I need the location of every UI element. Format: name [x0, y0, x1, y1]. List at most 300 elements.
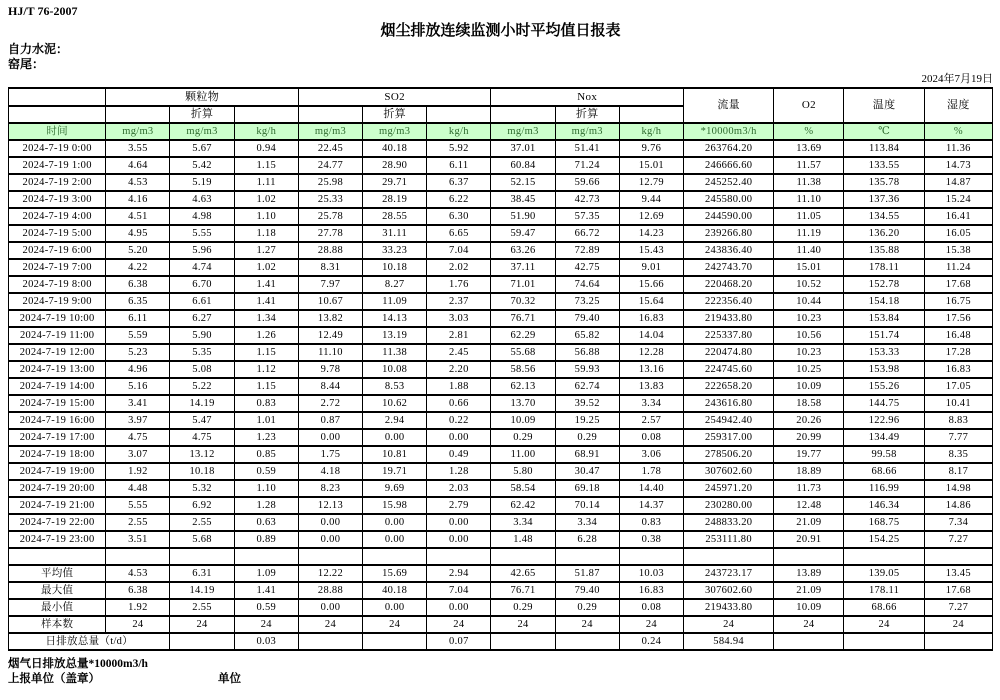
value-cell: 62.74 — [555, 378, 619, 395]
value-cell: 5.32 — [170, 480, 234, 497]
value-cell: 8.31 — [298, 259, 362, 276]
value-cell: 0.94 — [234, 140, 298, 157]
value-cell: 18.89 — [774, 463, 844, 480]
value-cell: 3.97 — [106, 412, 170, 429]
value-cell: 11.73 — [774, 480, 844, 497]
footer-signature-line — [8, 672, 993, 687]
value-cell: 1.76 — [427, 276, 491, 293]
value-cell: 4.96 — [106, 361, 170, 378]
empty-cell — [844, 548, 924, 565]
value-cell: 68.66 — [844, 599, 924, 616]
time-cell: 2024-7-19 0:00 — [9, 140, 106, 157]
time-cell: 2024-7-19 18:00 — [9, 446, 106, 463]
value-cell: 30.47 — [555, 463, 619, 480]
col-o2: O2 — [774, 88, 844, 123]
time-cell: 2024-7-19 15:00 — [9, 395, 106, 412]
value-cell: 20.26 — [774, 412, 844, 429]
blank-cell — [427, 106, 491, 123]
value-cell: 6.11 — [106, 310, 170, 327]
table-row — [9, 497, 993, 514]
table-row — [9, 480, 993, 497]
value-cell: 139.05 — [844, 565, 924, 582]
value-cell: 51.90 — [491, 208, 555, 225]
value-cell: 37.11 — [491, 259, 555, 276]
value-cell: 14.04 — [619, 327, 683, 344]
value-cell: 9.78 — [298, 361, 362, 378]
value-cell: 6.27 — [170, 310, 234, 327]
value-cell: 17.56 — [924, 310, 992, 327]
value-cell — [924, 633, 992, 650]
value-cell: 9.69 — [363, 480, 427, 497]
value-cell: 99.58 — [844, 446, 924, 463]
unit-cell: mg/m3 — [363, 123, 427, 140]
value-cell: 307602.60 — [684, 582, 774, 599]
value-cell: 0.85 — [234, 446, 298, 463]
value-cell: 4.64 — [106, 157, 170, 174]
company-name: 自力水泥： — [8, 42, 69, 56]
value-cell: 1.02 — [234, 259, 298, 276]
value-cell: 243836.40 — [684, 242, 774, 259]
value-cell: 12.49 — [298, 327, 362, 344]
time-cell: 2024-7-19 6:00 — [9, 242, 106, 259]
value-cell: 20.99 — [774, 429, 844, 446]
value-cell: 2.20 — [427, 361, 491, 378]
daily-total-label: 日排放总量（t/d） — [9, 633, 170, 650]
value-cell: 13.19 — [363, 327, 427, 344]
value-cell: 24 — [106, 616, 170, 633]
table-row — [9, 208, 993, 225]
value-cell: 152.78 — [844, 276, 924, 293]
value-cell: 220474.80 — [684, 344, 774, 361]
value-cell: 2.72 — [298, 395, 362, 412]
value-cell: 79.40 — [555, 582, 619, 599]
summary-row — [9, 616, 993, 633]
value-cell: 1.28 — [427, 463, 491, 480]
report-title: 烟尘排放连续监测小时平均值日报表 — [380, 23, 621, 39]
value-cell: 3.34 — [555, 514, 619, 531]
value-cell: 25.78 — [298, 208, 362, 225]
value-cell: 1.23 — [234, 429, 298, 446]
empty-cell — [924, 548, 992, 565]
col-group-so2: SO2 — [298, 88, 491, 106]
summary-label: 平均值 — [9, 565, 106, 582]
time-cell: 2024-7-19 5:00 — [9, 225, 106, 242]
value-cell: 8.27 — [363, 276, 427, 293]
value-cell: 14.87 — [924, 174, 992, 191]
value-cell: 136.20 — [844, 225, 924, 242]
value-cell: 14.37 — [619, 497, 683, 514]
value-cell: 28.90 — [363, 157, 427, 174]
value-cell: 8.53 — [363, 378, 427, 395]
value-cell: 16.41 — [924, 208, 992, 225]
value-cell: 73.25 — [555, 293, 619, 310]
value-cell: 72.89 — [555, 242, 619, 259]
value-cell: 0.24 — [619, 633, 683, 650]
value-cell: 113.84 — [844, 140, 924, 157]
value-cell: 24 — [684, 616, 774, 633]
time-cell: 2024-7-19 20:00 — [9, 480, 106, 497]
value-cell: 62.13 — [491, 378, 555, 395]
value-cell: 22.45 — [298, 140, 362, 157]
value-cell: 1.02 — [234, 191, 298, 208]
value-cell: 1.12 — [234, 361, 298, 378]
value-cell: 10.56 — [774, 327, 844, 344]
value-cell: 15.01 — [774, 259, 844, 276]
value-cell: 24 — [924, 616, 992, 633]
value-cell: 5.20 — [106, 242, 170, 259]
value-cell: 10.23 — [774, 344, 844, 361]
value-cell: 52.15 — [491, 174, 555, 191]
value-cell: 5.68 — [170, 531, 234, 548]
value-cell: 10.62 — [363, 395, 427, 412]
value-cell: 0.29 — [555, 599, 619, 616]
value-cell: 12.28 — [619, 344, 683, 361]
value-cell: 24 — [491, 616, 555, 633]
unit-label: 单位 — [218, 673, 241, 685]
value-cell: 155.26 — [844, 378, 924, 395]
value-cell: 116.99 — [844, 480, 924, 497]
value-cell: 0.49 — [427, 446, 491, 463]
converted-label-pm: 折算 — [170, 106, 234, 123]
value-cell: 225337.80 — [684, 327, 774, 344]
value-cell: 4.18 — [298, 463, 362, 480]
value-cell: 28.55 — [363, 208, 427, 225]
value-cell: 5.90 — [170, 327, 234, 344]
value-cell: 17.68 — [924, 582, 992, 599]
value-cell: 9.76 — [619, 140, 683, 157]
value-cell: 222356.40 — [684, 293, 774, 310]
converted-label-so2: 折算 — [363, 106, 427, 123]
value-cell: 263764.20 — [684, 140, 774, 157]
value-cell: 5.55 — [106, 497, 170, 514]
value-cell: 245971.20 — [684, 480, 774, 497]
value-cell: 15.98 — [363, 497, 427, 514]
value-cell: 11.19 — [774, 225, 844, 242]
value-cell: 24 — [170, 616, 234, 633]
value-cell: 2.37 — [427, 293, 491, 310]
table-row — [9, 259, 993, 276]
value-cell: 9.44 — [619, 191, 683, 208]
table-row — [9, 395, 993, 412]
value-cell: 24 — [363, 616, 427, 633]
value-cell: 5.16 — [106, 378, 170, 395]
value-cell: 24 — [234, 616, 298, 633]
value-cell: 151.74 — [844, 327, 924, 344]
value-cell: 13.70 — [491, 395, 555, 412]
value-cell: 6.61 — [170, 293, 234, 310]
value-cell: 51.41 — [555, 140, 619, 157]
value-cell: 24 — [774, 616, 844, 633]
blank-cell — [298, 106, 362, 123]
value-cell: 2.94 — [363, 412, 427, 429]
col-flow: 流量 — [684, 88, 774, 123]
value-cell: 15.64 — [619, 293, 683, 310]
empty-cell — [9, 548, 106, 565]
value-cell: 10.52 — [774, 276, 844, 293]
value-cell: 1.92 — [106, 599, 170, 616]
report-date: 2024年7月19日 — [921, 73, 993, 85]
table-row — [9, 242, 993, 259]
unit-cell: *10000m3/h — [684, 123, 774, 140]
time-header-blank — [9, 88, 106, 106]
value-cell: 10.41 — [924, 395, 992, 412]
value-cell: 154.25 — [844, 531, 924, 548]
value-cell: 245252.40 — [684, 174, 774, 191]
value-cell: 19.77 — [774, 446, 844, 463]
value-cell: 11.10 — [298, 344, 362, 361]
table-row — [9, 174, 993, 191]
table-row — [9, 344, 993, 361]
value-cell: 219433.80 — [684, 599, 774, 616]
value-cell: 4.74 — [170, 259, 234, 276]
value-cell: 11.09 — [363, 293, 427, 310]
value-cell: 0.00 — [363, 599, 427, 616]
value-cell: 2.57 — [619, 412, 683, 429]
value-cell: 14.19 — [170, 582, 234, 599]
value-cell: 28.19 — [363, 191, 427, 208]
value-cell: 24 — [619, 616, 683, 633]
value-cell: 15.69 — [363, 565, 427, 582]
value-cell: 42.75 — [555, 259, 619, 276]
value-cell: 71.24 — [555, 157, 619, 174]
value-cell: 7.04 — [427, 582, 491, 599]
value-cell: 4.22 — [106, 259, 170, 276]
table-row — [9, 225, 993, 242]
value-cell: 246666.60 — [684, 157, 774, 174]
empty-cell — [774, 548, 844, 565]
value-cell: 243723.17 — [684, 565, 774, 582]
time-cell: 2024-7-19 4:00 — [9, 208, 106, 225]
value-cell: 0.00 — [427, 514, 491, 531]
time-cell: 2024-7-19 8:00 — [9, 276, 106, 293]
value-cell: 245580.00 — [684, 191, 774, 208]
value-cell: 15.01 — [619, 157, 683, 174]
value-cell: 28.88 — [298, 582, 362, 599]
value-cell — [774, 633, 844, 650]
value-cell: 0.83 — [234, 395, 298, 412]
value-cell: 243616.80 — [684, 395, 774, 412]
value-cell: 0.00 — [363, 514, 427, 531]
value-cell: 6.30 — [427, 208, 491, 225]
time-cell: 2024-7-19 12:00 — [9, 344, 106, 361]
value-cell: 8.35 — [924, 446, 992, 463]
value-cell: 220468.20 — [684, 276, 774, 293]
value-cell: 5.23 — [106, 344, 170, 361]
table-row — [9, 276, 993, 293]
value-cell: 4.75 — [170, 429, 234, 446]
time-cell: 2024-7-19 22:00 — [9, 514, 106, 531]
value-cell: 12.22 — [298, 565, 362, 582]
value-cell: 239266.80 — [684, 225, 774, 242]
value-cell: 6.22 — [427, 191, 491, 208]
value-cell: 6.65 — [427, 225, 491, 242]
col-group-nox: Nox — [491, 88, 684, 106]
value-cell: 19.25 — [555, 412, 619, 429]
value-cell: 70.14 — [555, 497, 619, 514]
value-cell: 0.08 — [619, 599, 683, 616]
value-cell: 153.84 — [844, 310, 924, 327]
value-cell: 76.71 — [491, 310, 555, 327]
value-cell: 10.81 — [363, 446, 427, 463]
unit-cell: mg/m3 — [491, 123, 555, 140]
value-cell: 230280.00 — [684, 497, 774, 514]
value-cell: 0.29 — [491, 599, 555, 616]
value-cell: 4.16 — [106, 191, 170, 208]
value-cell: 1.01 — [234, 412, 298, 429]
value-cell: 76.71 — [491, 582, 555, 599]
value-cell: 154.18 — [844, 293, 924, 310]
value-cell: 56.88 — [555, 344, 619, 361]
table-row — [9, 157, 993, 174]
unit-cell: ℃ — [844, 123, 924, 140]
value-cell: 5.42 — [170, 157, 234, 174]
value-cell: 10.03 — [619, 565, 683, 582]
value-cell: 13.83 — [619, 378, 683, 395]
value-cell: 178.11 — [844, 259, 924, 276]
value-cell: 5.08 — [170, 361, 234, 378]
value-cell: 0.22 — [427, 412, 491, 429]
value-cell: 2.55 — [170, 514, 234, 531]
unit-cell: kg/h — [234, 123, 298, 140]
blank-cell — [106, 106, 170, 123]
value-cell: 21.09 — [774, 582, 844, 599]
value-cell: 3.34 — [619, 395, 683, 412]
value-cell: 4.53 — [106, 174, 170, 191]
value-cell: 25.98 — [298, 174, 362, 191]
value-cell: 62.29 — [491, 327, 555, 344]
monitoring-data-table — [8, 87, 993, 651]
value-cell: 0.07 — [427, 633, 491, 650]
time-cell: 2024-7-19 3:00 — [9, 191, 106, 208]
summary-row — [9, 599, 993, 616]
value-cell: 69.18 — [555, 480, 619, 497]
value-cell: 1.10 — [234, 208, 298, 225]
value-cell: 10.25 — [774, 361, 844, 378]
value-cell — [170, 633, 234, 650]
time-header: 时间 — [9, 123, 106, 140]
value-cell: 6.11 — [427, 157, 491, 174]
value-cell: 20.91 — [774, 531, 844, 548]
value-cell: 135.78 — [844, 174, 924, 191]
empty-cell — [106, 548, 170, 565]
value-cell: 5.35 — [170, 344, 234, 361]
empty-cell — [363, 548, 427, 565]
value-cell: 13.89 — [774, 565, 844, 582]
value-cell: 12.79 — [619, 174, 683, 191]
value-cell: 0.87 — [298, 412, 362, 429]
value-cell: 0.03 — [234, 633, 298, 650]
value-cell: 7.04 — [427, 242, 491, 259]
value-cell: 55.68 — [491, 344, 555, 361]
value-cell: 2.55 — [106, 514, 170, 531]
value-cell: 25.33 — [298, 191, 362, 208]
col-humidity: 湿度 — [924, 88, 992, 123]
time-cell: 2024-7-19 14:00 — [9, 378, 106, 395]
time-cell: 2024-7-19 7:00 — [9, 259, 106, 276]
value-cell: 59.93 — [555, 361, 619, 378]
value-cell: 10.08 — [363, 361, 427, 378]
value-cell: 14.40 — [619, 480, 683, 497]
value-cell: 8.44 — [298, 378, 362, 395]
value-cell: 24.77 — [298, 157, 362, 174]
unit-cell: kg/h — [619, 123, 683, 140]
value-cell: 0.08 — [619, 429, 683, 446]
value-cell: 11.57 — [774, 157, 844, 174]
value-cell: 10.23 — [774, 310, 844, 327]
table-row — [9, 327, 993, 344]
value-cell: 10.18 — [170, 463, 234, 480]
value-cell: 12.69 — [619, 208, 683, 225]
summary-label: 最大值 — [9, 582, 106, 599]
value-cell: 1.41 — [234, 276, 298, 293]
value-cell: 3.07 — [106, 446, 170, 463]
value-cell: 1.75 — [298, 446, 362, 463]
value-cell: 11.00 — [491, 446, 555, 463]
value-cell: 6.92 — [170, 497, 234, 514]
value-cell: 31.11 — [363, 225, 427, 242]
value-cell: 1.92 — [106, 463, 170, 480]
time-cell: 2024-7-19 2:00 — [9, 174, 106, 191]
value-cell: 71.01 — [491, 276, 555, 293]
value-cell: 14.23 — [619, 225, 683, 242]
empty-cell — [170, 548, 234, 565]
value-cell: 13.45 — [924, 565, 992, 582]
value-cell: 17.28 — [924, 344, 992, 361]
value-cell: 2.81 — [427, 327, 491, 344]
value-cell: 134.55 — [844, 208, 924, 225]
value-cell: 144.75 — [844, 395, 924, 412]
blank-cell — [9, 106, 106, 123]
value-cell: 16.83 — [924, 361, 992, 378]
unit-cell: kg/h — [427, 123, 491, 140]
unit-cell: % — [774, 123, 844, 140]
table-row — [9, 412, 993, 429]
value-cell: 28.88 — [298, 242, 362, 259]
value-cell: 5.47 — [170, 412, 234, 429]
value-cell: 29.71 — [363, 174, 427, 191]
converted-label-nox: 折算 — [555, 106, 619, 123]
value-cell: 24 — [427, 616, 491, 633]
value-cell: 1.88 — [427, 378, 491, 395]
time-cell: 2024-7-19 17:00 — [9, 429, 106, 446]
value-cell: 58.54 — [491, 480, 555, 497]
value-cell: 7.27 — [924, 531, 992, 548]
value-cell: 0.00 — [363, 531, 427, 548]
value-cell: 2.79 — [427, 497, 491, 514]
table-row — [9, 429, 993, 446]
value-cell: 14.19 — [170, 395, 234, 412]
value-cell: 2.03 — [427, 480, 491, 497]
value-cell: 0.00 — [298, 514, 362, 531]
value-cell: 17.05 — [924, 378, 992, 395]
value-cell: 10.18 — [363, 259, 427, 276]
value-cell: 2.02 — [427, 259, 491, 276]
value-cell: 222658.20 — [684, 378, 774, 395]
value-cell: 11.10 — [774, 191, 844, 208]
value-cell: 7.27 — [924, 599, 992, 616]
value-cell: 146.34 — [844, 497, 924, 514]
value-cell: 10.09 — [491, 412, 555, 429]
unit-cell: mg/m3 — [555, 123, 619, 140]
value-cell: 12.13 — [298, 497, 362, 514]
time-cell: 2024-7-19 10:00 — [9, 310, 106, 327]
value-cell: 58.56 — [491, 361, 555, 378]
value-cell: 14.13 — [363, 310, 427, 327]
value-cell: 5.19 — [170, 174, 234, 191]
flue-gas-total-note: 烟气日排放总量*10000m3/h — [8, 658, 148, 670]
table-row — [9, 531, 993, 548]
time-cell: 2024-7-19 11:00 — [9, 327, 106, 344]
